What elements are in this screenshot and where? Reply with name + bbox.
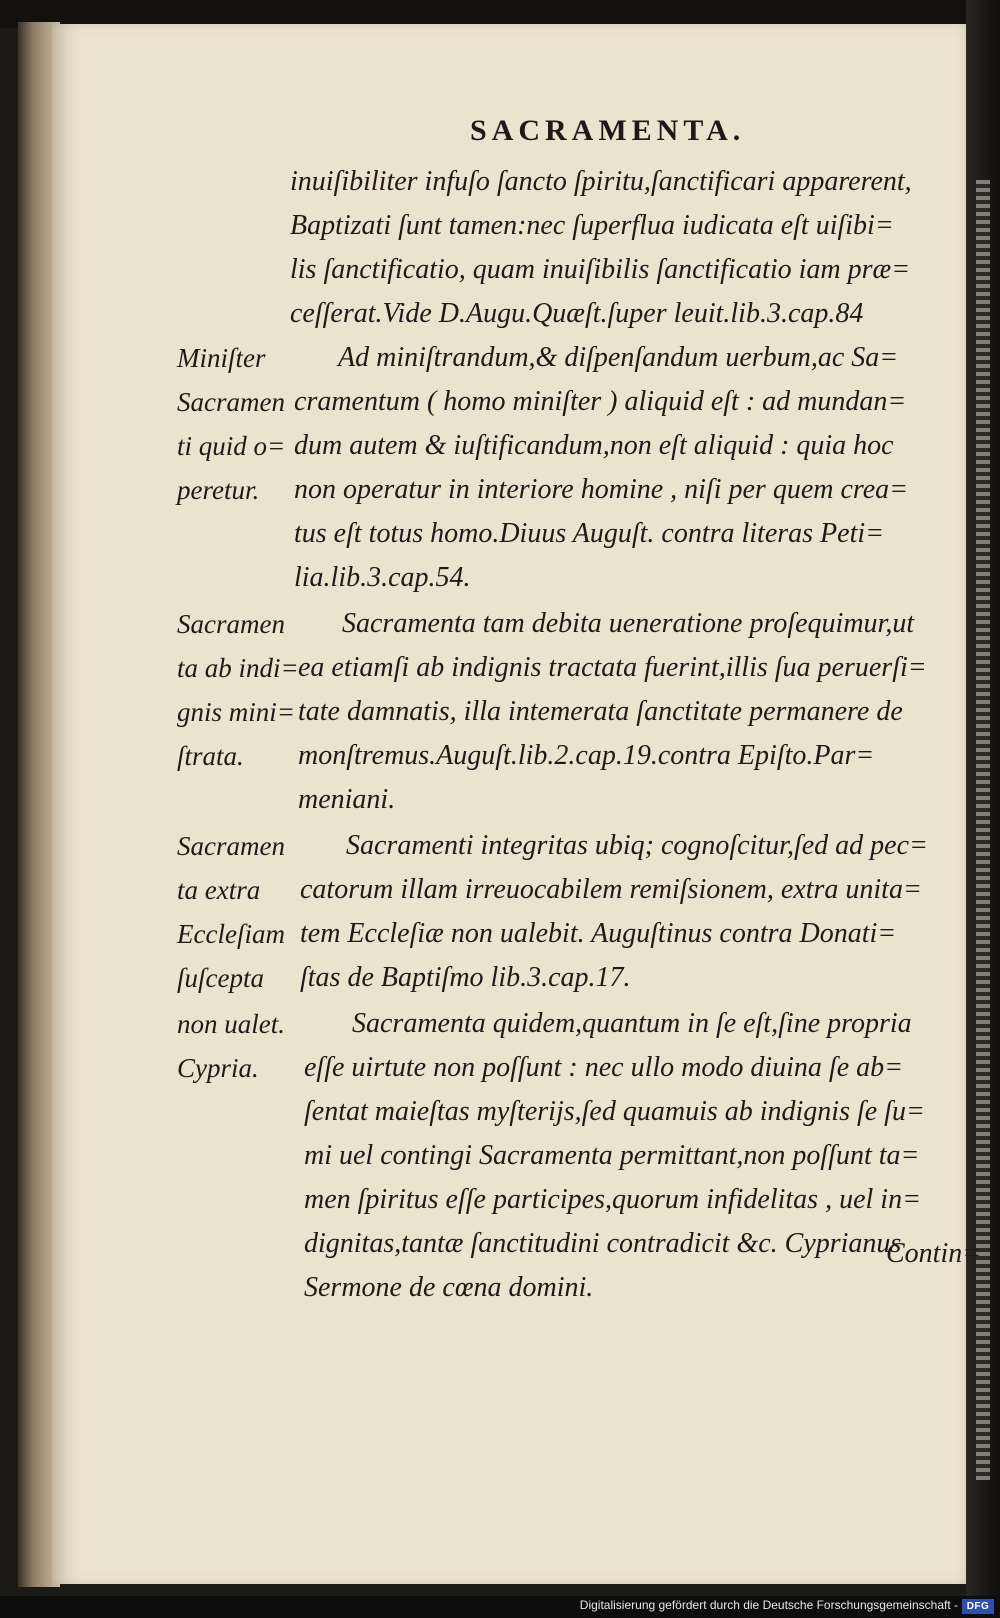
- margin-note: ti quid o=: [177, 431, 286, 461]
- margin-note: ſtrata.: [177, 741, 244, 771]
- margin-note: Eccleſiam: [177, 919, 285, 949]
- footer-bar: [0, 1596, 1000, 1618]
- footer-credit: Digitalisierung gefördert durch die Deutsche Forschungsgemeinschaft -: [579, 1598, 958, 1612]
- text-line: lia.lib.3.cap.54.: [294, 562, 471, 593]
- text-line: ſtas de Baptiſmo lib.3.cap.17.: [300, 962, 631, 993]
- text-line: tem Eccleſiæ non ualebit. Auguſtinus contra Donati=: [300, 918, 897, 949]
- margin-note: non ualet.: [177, 1009, 285, 1039]
- text-line: mi uel contingi Sacramenta permittant,non poſſunt ta=: [304, 1140, 920, 1171]
- text-line: monſtremus.Auguſt.lib.2.cap.19.contra Epiſto.Par=: [298, 740, 875, 771]
- text-line: ſentat maieſtas myſterijs,ſed quamuis ab indignis ſe ſu=: [304, 1096, 925, 1127]
- text-line: inuiſibiliter infuſo ſancto ſpiritu,ſanctificari apparerent,: [290, 166, 912, 197]
- text-line: Sacramenta quidem,quantum in ſe eſt,ſine propria: [352, 1008, 912, 1039]
- text-line: tate damnatis, illa intemerata ſanctitate permanere de: [298, 696, 903, 727]
- margin-note: ta extra: [177, 875, 261, 905]
- margin-note: Sacramen: [177, 387, 285, 417]
- margin-note: Miniſter: [177, 343, 266, 373]
- margin-note: Sacramen: [177, 609, 285, 639]
- text-line: lis ſanctificatio, quam inuiſibilis ſanctificatio iam præ=: [290, 254, 911, 285]
- text-line: ea etiamſi ab indignis tractata fuerint,illis ſua peruerſi=: [298, 652, 927, 683]
- text-line: dum autem & iuſtificandum,non eſt aliquid : quia hoc: [294, 430, 894, 461]
- margin-note: Sacramen: [177, 831, 285, 861]
- text-line: non operatur in interiore homine , niſi per quem crea=: [294, 474, 909, 505]
- text-line: Sacramenta tam debita ueneratione proſequimur,ut: [342, 608, 915, 639]
- text-line: tus eſt totus homo.Diuus Auguſt. contra literas Peti=: [294, 518, 885, 549]
- margin-note: peretur.: [177, 475, 260, 505]
- margin-note: ta ab indi=: [177, 653, 299, 683]
- margin-note: Cypria.: [177, 1053, 259, 1083]
- text-line: meniani.: [298, 784, 396, 815]
- margin-note: gnis mini=: [177, 697, 295, 727]
- text-line: Sacramenti integritas ubiq; cognoſcitur,ſed ad pec=: [346, 830, 928, 861]
- text-line: men ſpiritus eſſe participes,quorum infidelitas , uel in=: [304, 1184, 921, 1215]
- text-line: eſſe uirtute non poſſunt : nec ullo modo diuina ſe ab=: [304, 1052, 904, 1083]
- text-line: dignitas,tantæ ſanctitudini contradicit &c. Cyprianus: [304, 1228, 902, 1259]
- text-line: cramentum ( homo miniſter ) aliquid eſt : ad mundan=: [294, 386, 907, 417]
- text-line: Baptizati ſunt tamen:nec ſuperflua iudicata eſt uiſibi=: [290, 210, 894, 241]
- text-line: catorum illam irreuocabilem remiſsionem, extra unita=: [300, 874, 922, 905]
- scan-ruler: [976, 180, 990, 1480]
- text-line: Ad miniſtrandum,& diſpenſandum uerbum,ac Sa=: [338, 342, 899, 373]
- dfg-logo-icon: DFG: [962, 1599, 994, 1614]
- text-line: Sermone de cœna domini.: [304, 1272, 594, 1303]
- margin-note: ſuſcepta: [177, 963, 264, 993]
- catchword: Contin=: [886, 1238, 982, 1269]
- running-head: SACRAMENTA.: [470, 114, 746, 147]
- text-line: ceſſerat.Vide D.Augu.Quæſt.ſuper leuit.lib.3.cap.84: [290, 298, 864, 329]
